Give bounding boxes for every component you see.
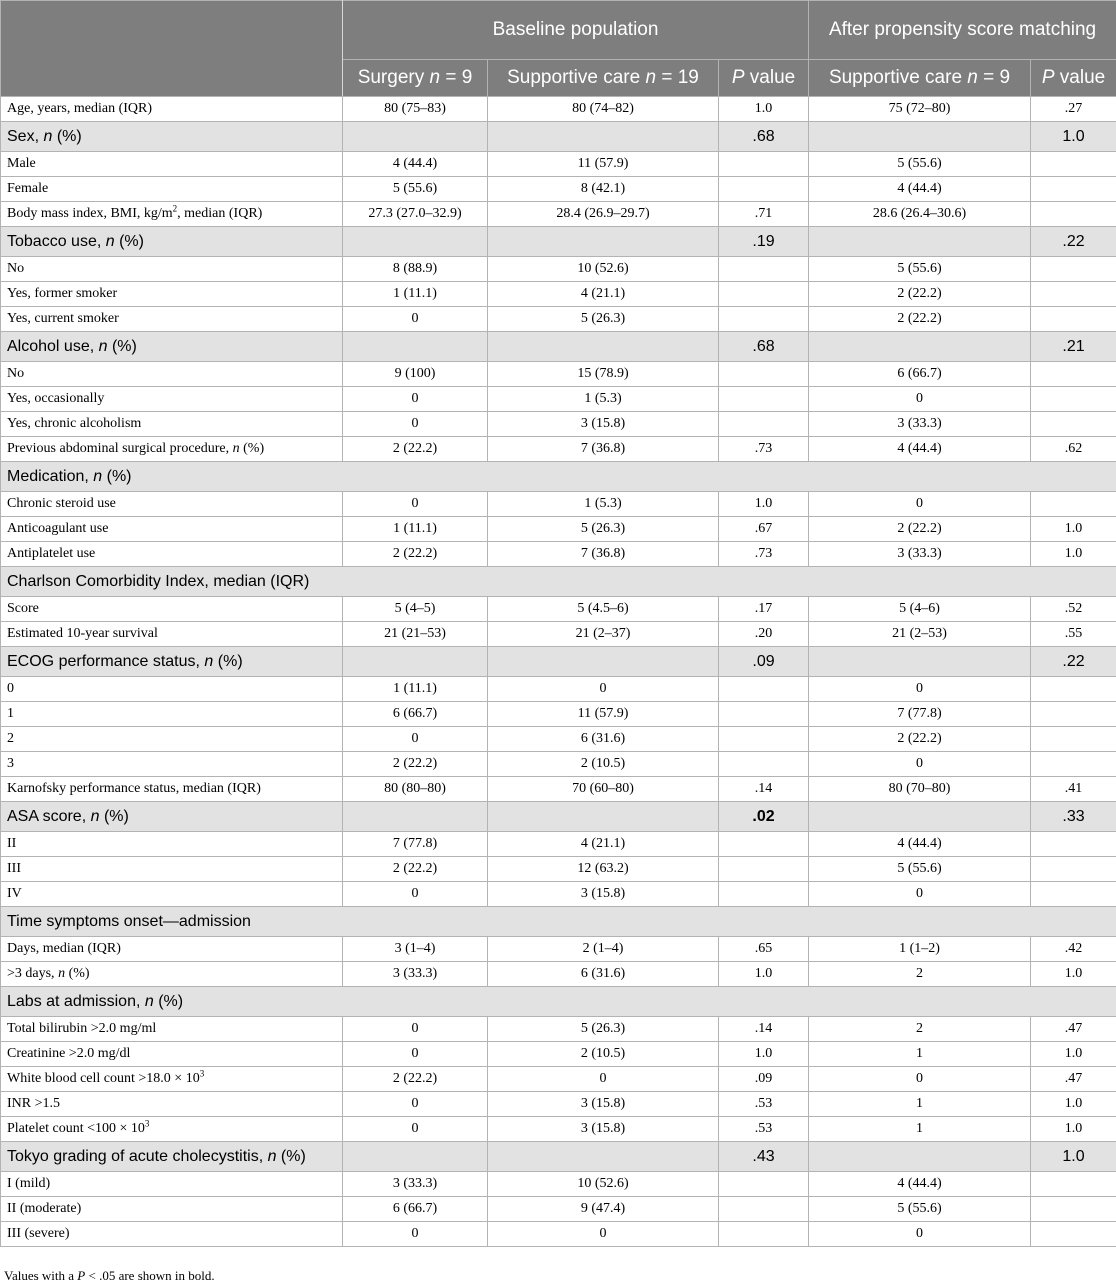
cell-p-value xyxy=(719,257,809,282)
cell-supportive: 0 xyxy=(488,1067,719,1092)
cell-supportive: 7 (36.8) xyxy=(488,437,719,462)
table-row xyxy=(1,962,1116,987)
row-label: Yes, chronic alcoholism xyxy=(1,412,343,437)
row-label: Previous abdominal surgical procedure, n (%) xyxy=(1,437,343,462)
cell-psm-p-value xyxy=(1031,152,1116,177)
table-row xyxy=(1,597,1116,622)
cell-psm-supportive: 4 (44.4) xyxy=(809,832,1031,857)
cell-psm-p-value xyxy=(1031,752,1116,777)
cell-surgery: 0 xyxy=(343,727,488,752)
row-label: Charlson Comorbidity Index, median (IQR) xyxy=(1,567,1116,597)
cell-p-value: 1.0 xyxy=(719,1042,809,1067)
cell-psm-p-value: .52 xyxy=(1031,597,1116,622)
table-row xyxy=(1,727,1116,752)
cell-psm-p-value xyxy=(1031,677,1116,702)
cell-psm-p-value: 1.0 xyxy=(1031,517,1116,542)
section-heading-row xyxy=(1,907,1116,937)
section-heading-row xyxy=(1,567,1116,597)
cell-supportive: 70 (60–80) xyxy=(488,777,719,802)
table-row xyxy=(1,517,1116,542)
cell-psm-supportive: 28.6 (26.4–30.6) xyxy=(809,202,1031,227)
cell-psm-p-value xyxy=(1031,177,1116,202)
cell-psm-p-value xyxy=(1031,857,1116,882)
cell-surgery xyxy=(343,332,488,362)
cell-supportive: 6 (31.6) xyxy=(488,962,719,987)
cell-p-value xyxy=(719,702,809,727)
table-row xyxy=(1,702,1116,727)
table-row xyxy=(1,282,1116,307)
cell-surgery xyxy=(343,802,488,832)
cell-psm-p-value: 1.0 xyxy=(1031,542,1116,567)
row-label: 1 xyxy=(1,702,343,727)
cell-p-value: .19 xyxy=(719,227,809,257)
cell-p-value xyxy=(719,752,809,777)
row-label: No xyxy=(1,257,343,282)
table-row xyxy=(1,177,1116,202)
row-label: III xyxy=(1,857,343,882)
cell-supportive xyxy=(488,647,719,677)
row-label: 3 xyxy=(1,752,343,777)
cell-psm-p-value xyxy=(1031,387,1116,412)
cell-p-value: .17 xyxy=(719,597,809,622)
cell-p-value: .68 xyxy=(719,332,809,362)
cell-surgery: 80 (80–80) xyxy=(343,777,488,802)
table-row xyxy=(1,307,1116,332)
cell-psm-supportive: 4 (44.4) xyxy=(809,1172,1031,1197)
row-label: ECOG performance status, n (%) xyxy=(1,647,343,677)
row-label: Chronic steroid use xyxy=(1,492,343,517)
cell-p-value xyxy=(719,882,809,907)
cell-psm-p-value: .62 xyxy=(1031,437,1116,462)
cell-psm-supportive xyxy=(809,332,1031,362)
cell-p-value: .20 xyxy=(719,622,809,647)
cell-supportive: 4 (21.1) xyxy=(488,832,719,857)
cell-surgery: 9 (100) xyxy=(343,362,488,387)
cell-psm-supportive: 80 (70–80) xyxy=(809,777,1031,802)
cell-psm-p-value xyxy=(1031,1172,1116,1197)
cell-p-value xyxy=(719,727,809,752)
row-label: Tokyo grading of acute cholecystitis, n (%) xyxy=(1,1142,343,1172)
cell-psm-p-value: .22 xyxy=(1031,647,1116,677)
cell-psm-supportive: 3 (33.3) xyxy=(809,542,1031,567)
cell-surgery: 0 xyxy=(343,1042,488,1067)
cell-psm-supportive: 0 xyxy=(809,677,1031,702)
table-row xyxy=(1,882,1116,907)
cell-surgery: 2 (22.2) xyxy=(343,857,488,882)
table-footnote: Values with a P < .05 are shown in bold. xyxy=(4,1268,215,1283)
row-label: Yes, current smoker xyxy=(1,307,343,332)
section-row xyxy=(1,227,1116,257)
cell-psm-p-value: .22 xyxy=(1031,227,1116,257)
cell-psm-supportive: 21 (2–53) xyxy=(809,622,1031,647)
cell-supportive: 80 (74–82) xyxy=(488,97,719,122)
table-row xyxy=(1,257,1116,282)
cell-p-value: .73 xyxy=(719,542,809,567)
header-group-baseline: Baseline population xyxy=(343,1,809,60)
row-label: Female xyxy=(1,177,343,202)
cell-psm-supportive: 2 xyxy=(809,1017,1031,1042)
cell-p-value xyxy=(719,1197,809,1222)
table-row xyxy=(1,832,1116,857)
cell-p-value xyxy=(719,1222,809,1247)
row-label: Yes, former smoker xyxy=(1,282,343,307)
table-body xyxy=(1,97,1116,1247)
cell-supportive: 11 (57.9) xyxy=(488,702,719,727)
row-label: Male xyxy=(1,152,343,177)
table-row xyxy=(1,1197,1116,1222)
cell-p-value: .09 xyxy=(719,647,809,677)
cell-surgery: 0 xyxy=(343,492,488,517)
cell-psm-supportive xyxy=(809,647,1031,677)
cell-psm-supportive: 1 xyxy=(809,1092,1031,1117)
cell-supportive: 1 (5.3) xyxy=(488,387,719,412)
cell-surgery: 0 xyxy=(343,307,488,332)
cell-psm-supportive: 5 (55.6) xyxy=(809,857,1031,882)
cell-surgery: 6 (66.7) xyxy=(343,702,488,727)
cell-psm-supportive: 0 xyxy=(809,1067,1031,1092)
cell-psm-supportive: 4 (44.4) xyxy=(809,177,1031,202)
table-row xyxy=(1,492,1116,517)
cell-p-value xyxy=(719,362,809,387)
cell-psm-p-value: .47 xyxy=(1031,1067,1116,1092)
header-col-supportive: Supportive care n = 19 xyxy=(488,60,719,97)
table-row xyxy=(1,202,1116,227)
header-group-psm: After propensity score matching xyxy=(809,1,1116,60)
cell-psm-supportive: 6 (66.7) xyxy=(809,362,1031,387)
row-label: Estimated 10-year survival xyxy=(1,622,343,647)
cell-p-value: 1.0 xyxy=(719,97,809,122)
cell-psm-supportive: 4 (44.4) xyxy=(809,437,1031,462)
cell-supportive: 12 (63.2) xyxy=(488,857,719,882)
cell-supportive: 3 (15.8) xyxy=(488,882,719,907)
cell-p-value xyxy=(719,177,809,202)
row-label: II xyxy=(1,832,343,857)
cell-supportive: 10 (52.6) xyxy=(488,257,719,282)
cell-surgery: 3 (33.3) xyxy=(343,962,488,987)
header-stub xyxy=(1,1,343,97)
cell-psm-p-value xyxy=(1031,882,1116,907)
cell-psm-supportive: 0 xyxy=(809,1222,1031,1247)
cell-supportive: 9 (47.4) xyxy=(488,1197,719,1222)
cell-surgery: 0 xyxy=(343,412,488,437)
cell-supportive xyxy=(488,227,719,257)
cell-psm-supportive: 5 (55.6) xyxy=(809,257,1031,282)
cell-psm-supportive: 0 xyxy=(809,752,1031,777)
cell-psm-supportive: 2 xyxy=(809,962,1031,987)
cell-p-value xyxy=(719,832,809,857)
cell-psm-p-value: 1.0 xyxy=(1031,122,1116,152)
cell-supportive: 5 (26.3) xyxy=(488,1017,719,1042)
cell-surgery xyxy=(343,122,488,152)
cell-surgery: 3 (33.3) xyxy=(343,1172,488,1197)
cell-p-value: .68 xyxy=(719,122,809,152)
cell-psm-supportive xyxy=(809,227,1031,257)
cell-p-value: .43 xyxy=(719,1142,809,1172)
table-row xyxy=(1,152,1116,177)
row-label: Age, years, median (IQR) xyxy=(1,97,343,122)
cell-supportive: 28.4 (26.9–29.7) xyxy=(488,202,719,227)
row-label: II (moderate) xyxy=(1,1197,343,1222)
cell-supportive: 2 (10.5) xyxy=(488,1042,719,1067)
cell-surgery: 6 (66.7) xyxy=(343,1197,488,1222)
cell-psm-p-value: 1.0 xyxy=(1031,1042,1116,1067)
cell-psm-p-value: .55 xyxy=(1031,622,1116,647)
cell-supportive xyxy=(488,122,719,152)
section-row xyxy=(1,122,1116,152)
cell-supportive: 7 (36.8) xyxy=(488,542,719,567)
row-label: I (mild) xyxy=(1,1172,343,1197)
cell-supportive: 3 (15.8) xyxy=(488,412,719,437)
header-col-psm-supportive: Supportive care n = 9 xyxy=(809,60,1031,97)
cell-p-value: .09 xyxy=(719,1067,809,1092)
cell-psm-p-value: 1.0 xyxy=(1031,1142,1116,1172)
cell-surgery: 0 xyxy=(343,1017,488,1042)
cell-surgery: 8 (88.9) xyxy=(343,257,488,282)
cell-supportive xyxy=(488,802,719,832)
cell-supportive: 2 (10.5) xyxy=(488,752,719,777)
cell-p-value: .02 xyxy=(719,802,809,832)
cell-p-value xyxy=(719,307,809,332)
cell-psm-supportive xyxy=(809,122,1031,152)
cell-p-value: .14 xyxy=(719,777,809,802)
table-row xyxy=(1,362,1116,387)
cell-supportive xyxy=(488,1142,719,1172)
row-label: Tobacco use, n (%) xyxy=(1,227,343,257)
table-row xyxy=(1,1092,1116,1117)
cell-psm-p-value xyxy=(1031,1222,1116,1247)
cell-supportive: 0 xyxy=(488,677,719,702)
row-label: IV xyxy=(1,882,343,907)
cell-p-value xyxy=(719,1172,809,1197)
cell-supportive: 5 (26.3) xyxy=(488,307,719,332)
cell-surgery: 0 xyxy=(343,1117,488,1142)
cell-p-value xyxy=(719,857,809,882)
cell-surgery: 7 (77.8) xyxy=(343,832,488,857)
cell-supportive: 3 (15.8) xyxy=(488,1117,719,1142)
cell-surgery: 2 (22.2) xyxy=(343,542,488,567)
table-row xyxy=(1,542,1116,567)
cell-supportive xyxy=(488,332,719,362)
cell-psm-supportive: 2 (22.2) xyxy=(809,517,1031,542)
cell-supportive: 11 (57.9) xyxy=(488,152,719,177)
cell-p-value: .65 xyxy=(719,937,809,962)
cell-p-value: .73 xyxy=(719,437,809,462)
cell-psm-supportive: 5 (4–6) xyxy=(809,597,1031,622)
section-row xyxy=(1,332,1116,362)
cell-psm-p-value xyxy=(1031,702,1116,727)
cell-surgery: 2 (22.2) xyxy=(343,752,488,777)
cell-surgery: 0 xyxy=(343,387,488,412)
row-label: Time symptoms onset—admission xyxy=(1,907,1116,937)
cell-psm-p-value xyxy=(1031,202,1116,227)
cell-supportive: 15 (78.9) xyxy=(488,362,719,387)
table-row xyxy=(1,387,1116,412)
cell-surgery xyxy=(343,1142,488,1172)
row-label: 0 xyxy=(1,677,343,702)
cell-psm-supportive: 0 xyxy=(809,882,1031,907)
cell-surgery: 1 (11.1) xyxy=(343,282,488,307)
table-header xyxy=(1,1,1116,97)
row-label: Yes, occasionally xyxy=(1,387,343,412)
header-col-psm-p-value: P value xyxy=(1031,60,1116,97)
cell-p-value xyxy=(719,412,809,437)
cell-psm-p-value: 1.0 xyxy=(1031,962,1116,987)
cell-surgery: 3 (1–4) xyxy=(343,937,488,962)
cell-supportive: 8 (42.1) xyxy=(488,177,719,202)
row-label: Creatinine >2.0 mg/dl xyxy=(1,1042,343,1067)
section-heading-row xyxy=(1,462,1116,492)
cell-p-value: 1.0 xyxy=(719,962,809,987)
cell-psm-supportive xyxy=(809,802,1031,832)
cell-psm-p-value xyxy=(1031,492,1116,517)
cell-psm-p-value xyxy=(1031,307,1116,332)
table-row xyxy=(1,1017,1116,1042)
row-label: >3 days, n (%) xyxy=(1,962,343,987)
cell-p-value xyxy=(719,387,809,412)
cell-p-value xyxy=(719,677,809,702)
cell-supportive: 5 (4.5–6) xyxy=(488,597,719,622)
cell-psm-p-value xyxy=(1031,412,1116,437)
cell-surgery xyxy=(343,647,488,677)
cell-psm-p-value: .21 xyxy=(1031,332,1116,362)
table-row xyxy=(1,412,1116,437)
cell-supportive: 4 (21.1) xyxy=(488,282,719,307)
cell-supportive: 6 (31.6) xyxy=(488,727,719,752)
cell-psm-p-value xyxy=(1031,727,1116,752)
cell-psm-p-value: 1.0 xyxy=(1031,1092,1116,1117)
cell-psm-p-value: .33 xyxy=(1031,802,1116,832)
cell-p-value: .71 xyxy=(719,202,809,227)
table-row xyxy=(1,1117,1116,1142)
table-row xyxy=(1,752,1116,777)
cell-p-value xyxy=(719,282,809,307)
row-label: No xyxy=(1,362,343,387)
cell-surgery: 1 (11.1) xyxy=(343,517,488,542)
table-row xyxy=(1,777,1116,802)
cell-psm-p-value: .27 xyxy=(1031,97,1116,122)
row-label: Platelet count $<100 \times 10^3$ xyxy=(1,1117,343,1142)
section-row xyxy=(1,647,1116,677)
cell-surgery: 0 xyxy=(343,882,488,907)
cell-psm-supportive: 1 xyxy=(809,1117,1031,1142)
row-label: White blood cell count $>18.0 \times 10^3$ xyxy=(1,1067,343,1092)
cell-psm-p-value xyxy=(1031,832,1116,857)
cell-psm-supportive: 1 xyxy=(809,1042,1031,1067)
row-label: Medication, n (%) xyxy=(1,462,1116,492)
cell-p-value: .67 xyxy=(719,517,809,542)
row-label: Total bilirubin >2.0 mg/ml xyxy=(1,1017,343,1042)
cell-psm-supportive: 75 (72–80) xyxy=(809,97,1031,122)
cell-p-value: 1.0 xyxy=(719,492,809,517)
header-col-p-value: P value xyxy=(719,60,809,97)
cell-psm-p-value: .47 xyxy=(1031,1017,1116,1042)
cell-supportive: 3 (15.8) xyxy=(488,1092,719,1117)
cell-surgery: 1 (11.1) xyxy=(343,677,488,702)
table-row xyxy=(1,622,1116,647)
row-label: Score xyxy=(1,597,343,622)
cell-surgery: 80 (75–83) xyxy=(343,97,488,122)
table-row xyxy=(1,857,1116,882)
cell-psm-p-value xyxy=(1031,282,1116,307)
section-row xyxy=(1,1142,1116,1172)
row-label: Alcohol use, n (%) xyxy=(1,332,343,362)
table-row xyxy=(1,677,1116,702)
cell-psm-supportive: 7 (77.8) xyxy=(809,702,1031,727)
cell-psm-supportive: 2 (22.2) xyxy=(809,307,1031,332)
row-label: Antiplatelet use xyxy=(1,542,343,567)
row-label: Days, median (IQR) xyxy=(1,937,343,962)
row-label: ASA score, n (%) xyxy=(1,802,343,832)
cell-psm-p-value: .41 xyxy=(1031,777,1116,802)
row-label: Labs at admission, n (%) xyxy=(1,987,1116,1017)
cell-p-value xyxy=(719,152,809,177)
row-label: III (severe) xyxy=(1,1222,343,1247)
row-label: Body mass index, BMI, $kg/m^2$, median (IQR) xyxy=(1,202,343,227)
cell-psm-p-value xyxy=(1031,362,1116,387)
cell-psm-supportive xyxy=(809,1142,1031,1172)
table-row xyxy=(1,97,1116,122)
table-row xyxy=(1,1067,1116,1092)
cell-psm-p-value xyxy=(1031,1197,1116,1222)
cell-surgery xyxy=(343,227,488,257)
cell-psm-supportive: 2 (22.2) xyxy=(809,727,1031,752)
table-row xyxy=(1,437,1116,462)
header-col-surgery: Surgery n = 9 xyxy=(343,60,488,97)
cell-psm-supportive: 3 (33.3) xyxy=(809,412,1031,437)
cell-psm-supportive: 5 (55.6) xyxy=(809,152,1031,177)
cell-surgery: 5 (55.6) xyxy=(343,177,488,202)
row-label: 2 xyxy=(1,727,343,752)
table-row xyxy=(1,1172,1116,1197)
cell-surgery: 0 xyxy=(343,1092,488,1117)
table-row xyxy=(1,1042,1116,1067)
cell-surgery: 2 (22.2) xyxy=(343,437,488,462)
cell-surgery: 5 (4–5) xyxy=(343,597,488,622)
cell-supportive: 0 xyxy=(488,1222,719,1247)
cell-psm-supportive: 1 (1–2) xyxy=(809,937,1031,962)
cell-psm-supportive: 5 (55.6) xyxy=(809,1197,1031,1222)
table-row xyxy=(1,1222,1116,1247)
cell-psm-supportive: 0 xyxy=(809,492,1031,517)
cell-psm-supportive: 2 (22.2) xyxy=(809,282,1031,307)
cell-surgery: 21 (21–53) xyxy=(343,622,488,647)
row-label: Anticoagulant use xyxy=(1,517,343,542)
cell-psm-p-value xyxy=(1031,257,1116,282)
cell-psm-p-value: 1.0 xyxy=(1031,1117,1116,1142)
section-heading-row xyxy=(1,987,1116,1017)
cell-supportive: 21 (2–37) xyxy=(488,622,719,647)
cell-supportive: 2 (1–4) xyxy=(488,937,719,962)
cell-p-value: .14 xyxy=(719,1017,809,1042)
cell-surgery: 0 xyxy=(343,1222,488,1247)
cell-p-value: .53 xyxy=(719,1117,809,1142)
cell-supportive: 10 (52.6) xyxy=(488,1172,719,1197)
table-row xyxy=(1,937,1116,962)
cell-psm-p-value: .42 xyxy=(1031,937,1116,962)
section-row xyxy=(1,802,1116,832)
cell-surgery: 4 (44.4) xyxy=(343,152,488,177)
row-label: Sex, n (%) xyxy=(1,122,343,152)
row-label: Karnofsky performance status, median (IQR) xyxy=(1,777,343,802)
cell-p-value: .53 xyxy=(719,1092,809,1117)
cell-supportive: 5 (26.3) xyxy=(488,517,719,542)
cell-surgery: 2 (22.2) xyxy=(343,1067,488,1092)
cell-supportive: 1 (5.3) xyxy=(488,492,719,517)
cell-psm-supportive: 0 xyxy=(809,387,1031,412)
row-label: INR >1.5 xyxy=(1,1092,343,1117)
cell-surgery: 27.3 (27.0–32.9) xyxy=(343,202,488,227)
